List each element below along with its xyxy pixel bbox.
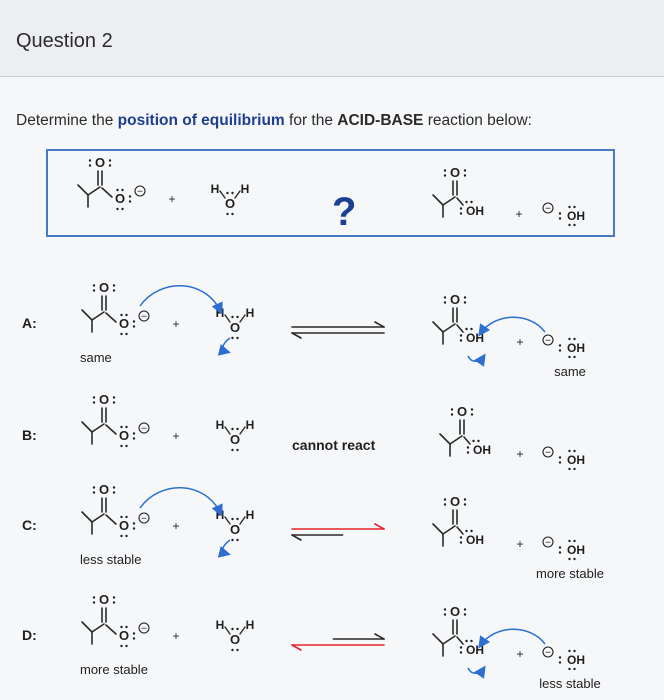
lone-pair-dot	[133, 632, 135, 634]
water-hydrogen: H	[210, 182, 220, 196]
carbon-oxygen-bond	[457, 198, 463, 205]
lone-pair-dot	[444, 169, 446, 171]
water-hydrogen: H	[215, 508, 225, 522]
lone-pair-dot	[231, 628, 233, 630]
hydroxyl-group: OH	[466, 533, 484, 547]
water-o-h-bond	[240, 315, 245, 322]
lone-pair-dot	[93, 396, 95, 398]
lone-pair-dot	[464, 301, 466, 303]
lone-pair-dot	[113, 486, 115, 488]
lone-pair-dot	[231, 649, 233, 651]
lone-pair-dot	[133, 320, 135, 322]
lone-pair-dot	[120, 516, 122, 518]
hydroxyl-group: OH	[466, 643, 484, 657]
lone-pair-dot	[133, 432, 135, 434]
anionic-oxygen: O	[118, 518, 130, 533]
hydroxide-ion: OH	[567, 653, 585, 667]
lone-pair-dot	[573, 450, 575, 452]
lone-pair-dot	[121, 189, 123, 191]
hydroxide-ion: OH	[567, 543, 585, 557]
lone-pair-dot	[568, 558, 570, 560]
lone-pair-dot	[573, 356, 575, 358]
lone-pair-dot	[464, 174, 466, 176]
lone-pair-dot	[226, 192, 228, 194]
lone-pair-dot	[125, 535, 127, 537]
water-oxygen: O	[229, 432, 241, 447]
lone-pair-dot	[113, 491, 115, 493]
water-hydrogen: H	[240, 182, 250, 196]
lone-pair-dot	[133, 637, 135, 639]
carbon-chain-bond	[82, 422, 92, 432]
lone-pair-dot	[465, 201, 467, 203]
lone-pair-dot	[460, 212, 462, 214]
lone-pair-dot	[93, 486, 95, 488]
negative-charge-sign: −	[141, 423, 147, 435]
anionic-oxygen: O	[118, 628, 130, 643]
lone-pair-dot	[120, 445, 122, 447]
lone-pair-dot	[236, 649, 238, 651]
option-letter: A:	[22, 315, 37, 331]
carbonyl-oxygen: O	[449, 165, 461, 180]
lone-pair-dot	[464, 613, 466, 615]
lone-pair-dot	[568, 206, 570, 208]
lone-pair-dot	[464, 296, 466, 298]
lone-pair-dot	[231, 192, 233, 194]
carbon-chain-bond	[433, 524, 443, 534]
lone-pair-dot	[559, 349, 561, 351]
lone-pair-dot	[120, 333, 122, 335]
lone-pair-dot	[470, 640, 472, 642]
carbonyl-oxygen: O	[456, 404, 468, 419]
prompt-emphasis-1: position of equilibrium	[117, 112, 285, 129]
water-hydrogen: H	[215, 618, 225, 632]
lone-pair-dot	[444, 498, 446, 500]
lone-pair-dot	[573, 558, 575, 560]
carbonyl-oxygen: O	[449, 494, 461, 509]
curved-electron-arrow	[223, 338, 230, 352]
lone-pair-dot	[460, 207, 462, 209]
lone-pair-dot	[125, 445, 127, 447]
lone-pair-dot	[133, 522, 135, 524]
carbon-oxygen-bond	[102, 188, 112, 197]
lone-pair-dot	[464, 498, 466, 500]
carbon-chain-bond	[443, 636, 455, 644]
lone-pair-dot	[568, 540, 570, 542]
carbon-oxygen-bond	[106, 313, 116, 322]
lone-pair-dot	[93, 596, 95, 598]
lone-pair-dot	[231, 428, 233, 430]
option-a[interactable]	[22, 280, 586, 379]
negative-charge-sign: −	[545, 335, 551, 347]
negative-charge-sign: −	[141, 311, 147, 323]
lone-pair-dot	[559, 546, 561, 548]
reaction-box	[47, 150, 614, 236]
carbon-oxygen-bond	[457, 325, 463, 332]
lone-pair-dot	[133, 527, 135, 529]
curved-electron-arrow	[480, 629, 545, 646]
lone-pair-dot	[89, 159, 91, 161]
lone-pair-dot	[568, 338, 570, 340]
lone-pair-dot	[444, 296, 446, 298]
lone-pair-dot	[559, 344, 561, 346]
lone-pair-dot	[226, 213, 228, 215]
carbon-chain-bond	[443, 526, 455, 534]
lone-pair-dot	[120, 645, 122, 647]
lone-pair-dot	[93, 491, 95, 493]
lone-pair-dot	[470, 328, 472, 330]
water-hydrogen: H	[215, 418, 225, 432]
lone-pair-dot	[113, 289, 115, 291]
carbon-oxygen-bond	[457, 637, 463, 644]
lone-pair-dot	[444, 608, 446, 610]
lone-pair-dot	[465, 328, 467, 330]
negative-charge-sign: −	[545, 203, 551, 215]
water-hydrogen: H	[245, 618, 255, 632]
cannot-react-label: cannot react	[292, 437, 376, 453]
lone-pair-dot	[125, 516, 127, 518]
lone-pair-dot	[93, 289, 95, 291]
lone-pair-dot	[451, 408, 453, 410]
lone-pair-dot	[573, 338, 575, 340]
prompt-text-2: for the	[284, 112, 338, 129]
carbon-chain-bond	[433, 634, 443, 644]
water-o-h-bond	[240, 517, 245, 524]
plus-sign: +	[515, 207, 523, 221]
question-mark: ?	[332, 190, 357, 234]
lone-pair-dot	[125, 626, 127, 628]
lone-pair-dot	[568, 450, 570, 452]
water-oxygen: O	[229, 522, 241, 537]
lone-pair-dot	[129, 195, 131, 197]
prompt-emphasis-2: ACID-BASE	[337, 112, 424, 129]
lone-pair-dot	[109, 164, 111, 166]
lone-pair-dot	[451, 413, 453, 415]
plus-sign: +	[172, 629, 180, 643]
lone-pair-dot	[467, 446, 469, 448]
lone-pair-dot	[113, 396, 115, 398]
lone-pair-dot	[559, 461, 561, 463]
lone-pair-dot	[460, 646, 462, 648]
carbonyl-oxygen: O	[449, 292, 461, 307]
curved-electron-arrow	[480, 317, 545, 334]
lone-pair-dot	[559, 551, 561, 553]
lone-pair-dot	[568, 668, 570, 670]
plus-sign: +	[516, 647, 524, 661]
lone-pair-dot	[444, 503, 446, 505]
negative-charge-sign: −	[141, 623, 147, 635]
lone-pair-dot	[465, 530, 467, 532]
option-d[interactable]	[22, 592, 601, 691]
option-c[interactable]	[22, 482, 604, 581]
carbon-chain-bond	[443, 324, 455, 332]
lone-pair-dot	[477, 440, 479, 442]
lone-pair-dot	[573, 206, 575, 208]
lone-pair-dot	[559, 656, 561, 658]
lone-pair-dot	[559, 212, 561, 214]
lone-pair-dot	[121, 208, 123, 210]
lone-pair-dot	[120, 535, 122, 537]
carbon-chain-bond	[88, 187, 100, 195]
carbon-chain-bond	[92, 624, 104, 632]
negative-charge-sign: −	[545, 447, 551, 459]
anionic-oxygen: O	[114, 191, 126, 206]
anionic-oxygen: O	[118, 428, 130, 443]
curved-electron-arrow	[223, 540, 230, 554]
carbonyl-oxygen: O	[449, 604, 461, 619]
water-oxygen: O	[229, 632, 241, 647]
carbon-oxygen-bond	[106, 625, 116, 634]
lone-pair-dot	[125, 645, 127, 647]
lone-pair-dot	[231, 337, 233, 339]
lone-pair-dot	[89, 164, 91, 166]
lone-pair-dot	[464, 169, 466, 171]
carbon-chain-bond	[433, 195, 443, 205]
lone-pair-dot	[568, 468, 570, 470]
lone-pair-dot	[236, 449, 238, 451]
lone-pair-dot	[559, 217, 561, 219]
lone-pair-dot	[120, 426, 122, 428]
lone-pair-dot	[460, 651, 462, 653]
lone-pair-dot	[231, 449, 233, 451]
carbon-oxygen-bond	[106, 515, 116, 524]
carbonyl-oxygen: O	[98, 280, 110, 295]
lone-pair-dot	[472, 440, 474, 442]
question-title: Question 2	[16, 30, 113, 52]
hydroxyl-group: OH	[466, 331, 484, 345]
lone-pair-dot	[133, 437, 135, 439]
plus-sign: +	[516, 537, 524, 551]
lone-pair-dot	[125, 314, 127, 316]
product-stability-note: less stable	[539, 676, 601, 691]
hydroxide-ion: OH	[567, 209, 585, 223]
carbon-chain-bond	[440, 434, 450, 444]
lone-pair-dot	[236, 316, 238, 318]
lone-pair-dot	[573, 668, 575, 670]
lone-pair-dot	[120, 314, 122, 316]
lone-pair-dot	[464, 503, 466, 505]
lone-pair-dot	[568, 650, 570, 652]
lone-pair-dot	[236, 428, 238, 430]
plus-sign: +	[172, 429, 180, 443]
carbon-chain-bond	[92, 424, 104, 432]
carbon-chain-bond	[433, 322, 443, 332]
water-oxygen: O	[229, 320, 241, 335]
option-letter: C:	[22, 517, 37, 533]
option-letter: B:	[22, 427, 37, 443]
lone-pair-dot	[573, 224, 575, 226]
lone-pair-dot	[236, 337, 238, 339]
plus-sign: +	[172, 519, 180, 533]
lone-pair-dot	[113, 601, 115, 603]
lone-pair-dot	[231, 213, 233, 215]
lone-pair-dot	[470, 530, 472, 532]
lone-pair-dot	[559, 456, 561, 458]
carbon-chain-bond	[92, 312, 104, 320]
lone-pair-dot	[460, 541, 462, 543]
option-b[interactable]	[22, 392, 585, 470]
carbonyl-oxygen: O	[94, 155, 106, 170]
lone-pair-dot	[470, 201, 472, 203]
reactant-stability-note: less stable	[80, 552, 142, 567]
lone-pair-dot	[460, 339, 462, 341]
negative-charge-sign: −	[545, 647, 551, 659]
lone-pair-dot	[113, 596, 115, 598]
lone-pair-dot	[129, 200, 131, 202]
reactant-stability-note: more stable	[80, 662, 148, 677]
lone-pair-dot	[444, 174, 446, 176]
lone-pair-dot	[467, 451, 469, 453]
lone-pair-dot	[471, 408, 473, 410]
carbon-oxygen-bond	[106, 425, 116, 434]
carbon-chain-bond	[450, 436, 462, 444]
lone-pair-dot	[573, 468, 575, 470]
curved-electron-arrow	[468, 668, 484, 673]
lone-pair-dot	[464, 608, 466, 610]
water-o-h-bond	[235, 191, 240, 198]
lone-pair-dot	[236, 518, 238, 520]
water-hydrogen: H	[245, 306, 255, 320]
carbon-oxygen-bond	[457, 527, 463, 534]
water-hydrogen: H	[245, 418, 255, 432]
water-oxygen: O	[224, 196, 236, 211]
curved-electron-arrow	[140, 286, 221, 312]
lone-pair-dot	[109, 159, 111, 161]
plus-sign: +	[516, 335, 524, 349]
carbonyl-oxygen: O	[98, 392, 110, 407]
lone-pair-dot	[133, 325, 135, 327]
lone-pair-dot	[113, 284, 115, 286]
lone-pair-dot	[568, 356, 570, 358]
plus-sign: +	[516, 447, 524, 461]
reactant-stability-note: same	[80, 350, 112, 365]
water-hydrogen: H	[215, 306, 225, 320]
lone-pair-dot	[113, 401, 115, 403]
carbonyl-oxygen: O	[98, 592, 110, 607]
carbon-chain-bond	[78, 185, 88, 195]
carbon-chain-bond	[82, 512, 92, 522]
hydroxyl-group: OH	[466, 204, 484, 218]
lone-pair-dot	[573, 540, 575, 542]
lone-pair-dot	[231, 518, 233, 520]
carbon-oxygen-bond	[464, 437, 470, 444]
lone-pair-dot	[125, 333, 127, 335]
lone-pair-dot	[236, 628, 238, 630]
lone-pair-dot	[116, 208, 118, 210]
lone-pair-dot	[465, 640, 467, 642]
lone-pair-dot	[93, 284, 95, 286]
lone-pair-dot	[231, 539, 233, 541]
carbon-chain-bond	[82, 622, 92, 632]
product-stability-note: more stable	[536, 566, 604, 581]
lone-pair-dot	[125, 426, 127, 428]
lone-pair-dot	[444, 613, 446, 615]
plus-sign: +	[168, 192, 176, 206]
hydroxyl-group: OH	[473, 443, 491, 457]
hydroxide-ion: OH	[567, 453, 585, 467]
negative-charge-sign: −	[137, 186, 143, 198]
hydroxide-ion: OH	[567, 341, 585, 355]
lone-pair-dot	[231, 316, 233, 318]
lone-pair-dot	[93, 601, 95, 603]
lone-pair-dot	[568, 224, 570, 226]
product-stability-note: same	[554, 364, 586, 379]
carbon-chain-bond	[443, 197, 455, 205]
lone-pair-dot	[116, 189, 118, 191]
lone-pair-dot	[460, 536, 462, 538]
water-o-h-bond	[240, 427, 245, 434]
water-o-h-bond	[240, 627, 245, 634]
option-letter: D:	[22, 627, 37, 643]
lone-pair-dot	[120, 626, 122, 628]
lone-pair-dot	[93, 401, 95, 403]
lone-pair-dot	[444, 301, 446, 303]
lone-pair-dot	[460, 334, 462, 336]
lone-pair-dot	[236, 539, 238, 541]
carbonyl-oxygen: O	[98, 482, 110, 497]
prompt-text-1: Determine the	[16, 112, 118, 129]
carbon-chain-bond	[82, 310, 92, 320]
lone-pair-dot	[559, 661, 561, 663]
anionic-oxygen: O	[118, 316, 130, 331]
lone-pair-dot	[471, 413, 473, 415]
carbon-chain-bond	[92, 514, 104, 522]
prompt-text-3: reaction below:	[423, 112, 532, 129]
water-hydrogen: H	[245, 508, 255, 522]
curved-electron-arrow	[468, 356, 484, 361]
curved-electron-arrow	[140, 488, 221, 514]
negative-charge-sign: −	[545, 537, 551, 549]
negative-charge-sign: −	[141, 513, 147, 525]
plus-sign: +	[172, 317, 180, 331]
lone-pair-dot	[573, 650, 575, 652]
